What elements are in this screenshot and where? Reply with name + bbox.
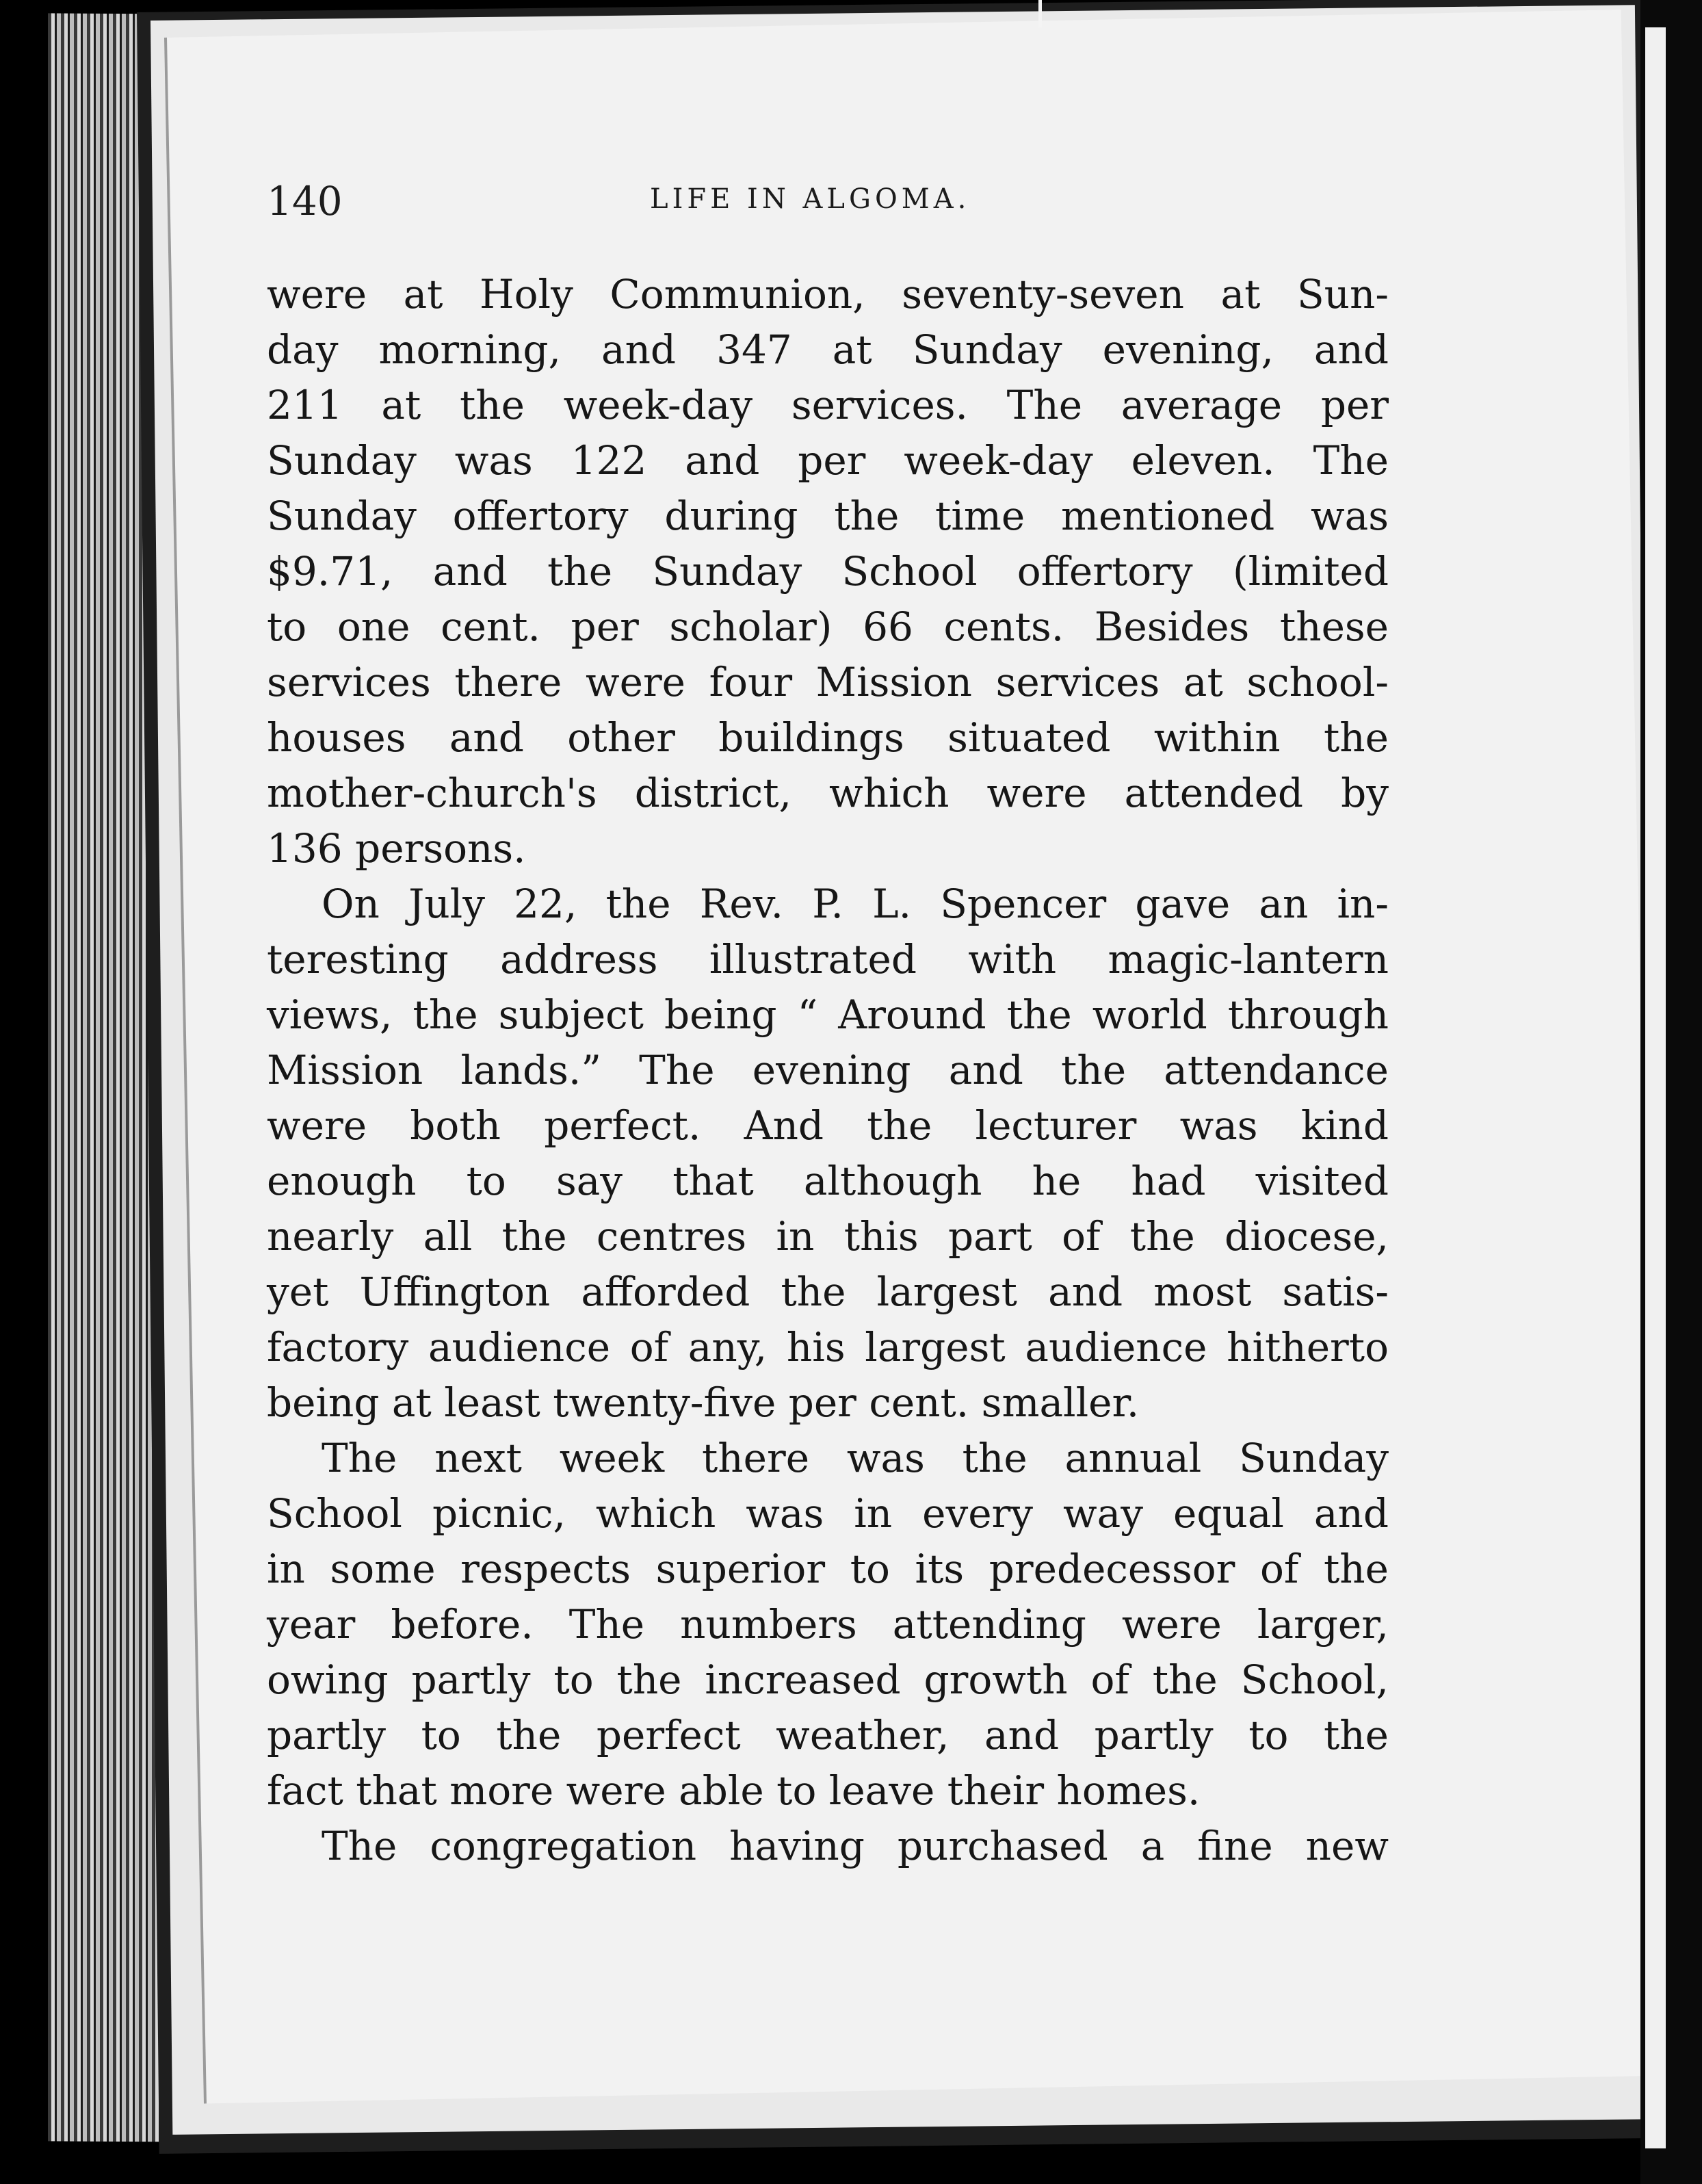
- text-line: were both perfect. And the lecturer was kind: [267, 1102, 1389, 1149]
- text-line: were at Holy Communion, seventy-seven at Sun-: [267, 271, 1389, 317]
- text-line: day morning, and 347 at Sunday evening, and: [267, 326, 1389, 373]
- page-header: [267, 178, 1430, 233]
- text-line: views, the subject being “ Around the world through: [267, 991, 1389, 1038]
- text-line: in some respects superior to its predecessor of the: [267, 1546, 1389, 1592]
- text-line: services there were four Mission services at school-: [267, 659, 1389, 705]
- text-line: 136 persons.: [267, 825, 526, 872]
- scan-mark: [1038, 0, 1042, 27]
- page-number: 140: [267, 178, 343, 224]
- text-line: yet Uffington afforded the largest and most satis-: [267, 1269, 1389, 1315]
- running-head: LIFE IN ALGOMA.: [650, 183, 971, 215]
- text-line: The next week there was the annual Sunday: [322, 1435, 1389, 1481]
- text-line: factory audience of any, his largest audience hitherto: [267, 1324, 1389, 1370]
- text-line: to one cent. per scholar) 66 cents. Besides these: [267, 603, 1389, 650]
- text-line: owing partly to the increased growth of the School,: [267, 1656, 1389, 1703]
- text-line: Mission lands.” The evening and the attendance: [267, 1047, 1389, 1093]
- text-line: School picnic, which was in every way equal and: [267, 1490, 1389, 1537]
- text-line: partly to the perfect weather, and partly to the: [267, 1712, 1389, 1758]
- text-line: teresting address illustrated with magic-lantern: [267, 936, 1389, 983]
- body-text: [267, 267, 1389, 1874]
- text-line: $9.71, and the Sunday School offertory (limited: [267, 548, 1389, 595]
- text-line: mother-church's district, which were attended by: [267, 770, 1389, 816]
- text-line: 211 at the week-day services. The average per: [267, 382, 1389, 428]
- text-line: nearly all the centres in this part of the diocese,: [267, 1213, 1389, 1260]
- facing-page-sliver: [1645, 27, 1666, 2148]
- text-line: fact that more were able to leave their homes.: [267, 1767, 1201, 1814]
- text-line: being at least twenty-five per cent. smaller.: [267, 1379, 1140, 1426]
- text-line: Sunday was 122 and per week-day eleven. The: [267, 437, 1389, 484]
- text-line: Sunday offertory during the time mentioned was: [267, 493, 1389, 539]
- text-line: enough to say that although he had visited: [267, 1158, 1389, 1204]
- text-line: On July 22, the Rev. P. L. Spencer gave an in-: [322, 881, 1389, 927]
- text-line: The congregation having purchased a fine new: [322, 1823, 1389, 1869]
- text-line: year before. The numbers attending were larger,: [267, 1601, 1389, 1648]
- text-line: houses and other buildings situated within the: [267, 714, 1389, 761]
